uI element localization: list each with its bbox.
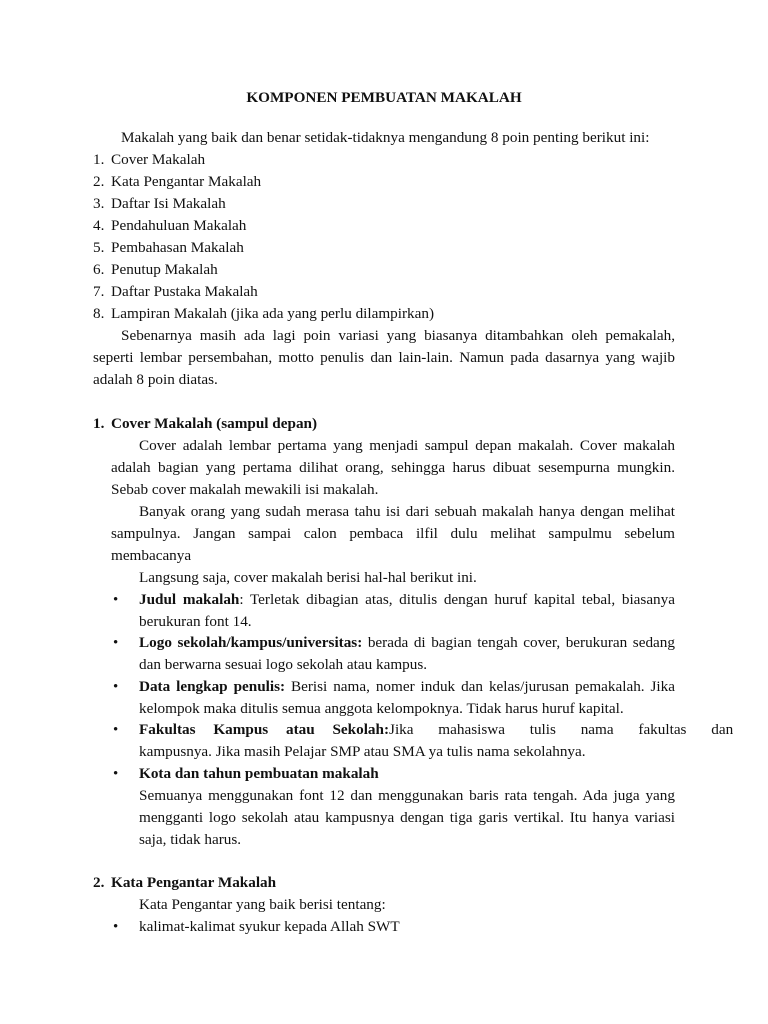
list-number: 4. xyxy=(93,217,105,234)
bullet-item-first-line xyxy=(139,632,675,654)
bullet-text: berada di bagian tengah cover, berukuran sedang xyxy=(362,634,675,651)
list-item: Penutup Makalah xyxy=(111,261,218,278)
list-item: Kata Pengantar Makalah xyxy=(111,173,262,190)
bullet-term: Kota dan tahun pembuatan makalah xyxy=(139,765,379,782)
text-line: membacanya xyxy=(111,547,192,564)
bullet-item-first-line xyxy=(139,719,734,741)
text-line: mengganti logo sekolah atau kampusnya dengan tiga garis vertikal. Itu hanya variasi xyxy=(139,809,675,826)
text-line: Semuanya menggunakan font 12 dan menggunakan baris rata tengah. Ada juga yang xyxy=(139,787,675,804)
list-item: Lampiran Makalah (jika ada yang perlu dilampirkan) xyxy=(111,305,435,322)
text-line: Sebenarnya masih ada lagi poin variasi yang biasanya ditambahkan oleh pemakalah, xyxy=(121,327,675,344)
text-line: Banyak orang yang sudah merasa tahu isi dari sebuah makalah hanya dengan melihat xyxy=(139,503,675,520)
section-number: 2. xyxy=(93,874,105,891)
section-heading: Kata Pengantar Makalah xyxy=(111,874,277,891)
list-item: Cover Makalah xyxy=(111,151,206,168)
bullet-term: Logo sekolah/kampus/universitas: xyxy=(139,634,363,651)
bullet-icon: • xyxy=(113,919,119,935)
list-number: 2. xyxy=(93,173,105,190)
bullet-text: : Terletak dibagian atas, ditulis dengan huruf kapital tebal, biasanya xyxy=(239,591,675,608)
text-line: adalah bagian yang pertama dilihat orang, sehingga harus dibuat sesempurna mungkin. xyxy=(111,459,675,476)
document-title: KOMPONEN PEMBUATAN MAKALAH xyxy=(246,89,522,106)
list-number: 8. xyxy=(93,305,105,322)
bullet-term: Judul makalah xyxy=(139,591,240,608)
bullet-icon: • xyxy=(113,722,119,738)
text-line: sampulnya. Jangan sampai calon pembaca ilfil dulu melihat sampulmu sebelum xyxy=(111,525,675,542)
bullet-text: Berisi nama, nomer induk dan kelas/jurusan pemakalah. Jika xyxy=(285,678,675,695)
list-item: Daftar Isi Makalah xyxy=(111,195,226,212)
bullet-icon: • xyxy=(113,679,119,695)
list-item: Daftar Pustaka Makalah xyxy=(111,283,258,300)
bullet-term: Fakultas Kampus atau Sekolah: xyxy=(139,721,390,738)
bullet-icon: • xyxy=(113,635,119,651)
list-number: 7. xyxy=(93,283,105,300)
list-number: 3. xyxy=(93,195,105,212)
list-number: 1. xyxy=(93,151,105,168)
list-item: Pendahuluan Makalah xyxy=(111,217,247,234)
text-line: kelompok maka ditulis semua anggota kelompoknya. Tidak harus huruf kapital. xyxy=(139,700,624,717)
text-line: seperti lembar persembahan, motto penulis dan lain-lain. Namun pada dasarnya yang wajib xyxy=(93,349,675,366)
text-line: berukuran font 14. xyxy=(139,613,252,630)
bullet-icon: • xyxy=(113,766,119,782)
list-item: kalimat-kalimat syukur kepada Allah SWT xyxy=(139,918,400,935)
text-line: dan berwarna sesuai logo sekolah atau kampus. xyxy=(139,656,428,673)
text-line: Langsung saja, cover makalah berisi hal-hal berikut ini. xyxy=(139,569,477,586)
bullet-item-first-line xyxy=(139,589,675,611)
text-line: Sebab cover makalah mewakili isi makalah. xyxy=(111,481,379,498)
list-item: Pembahasan Makalah xyxy=(111,239,244,256)
list-number: 5. xyxy=(93,239,105,256)
section-heading: Cover Makalah (sampul depan) xyxy=(111,415,318,432)
text-line: saja, tidak harus. xyxy=(139,831,242,848)
text-line: kampusnya. Jika masih Pelajar SMP atau SMA ya tulis nama sekolahnya. xyxy=(139,743,586,760)
intro-paragraph: Makalah yang baik dan benar setidak-tidaknya mengandung 8 poin penting berikut ini: xyxy=(121,129,650,146)
section-number: 1. xyxy=(93,415,105,432)
bullet-icon: • xyxy=(113,592,119,608)
bullet-item-first-line xyxy=(139,676,675,698)
text-line: Cover adalah lembar pertama yang menjadi sampul depan makalah. Cover makalah xyxy=(139,437,675,454)
bullet-term: Data lengkap penulis: xyxy=(139,678,286,695)
bullet-text: Jika mahasiswa tulis nama fakultas dan xyxy=(389,721,734,738)
text-line: adalah 8 poin diatas. xyxy=(93,371,218,388)
text-line: Kata Pengantar yang baik berisi tentang: xyxy=(139,896,386,913)
list-number: 6. xyxy=(93,261,105,278)
